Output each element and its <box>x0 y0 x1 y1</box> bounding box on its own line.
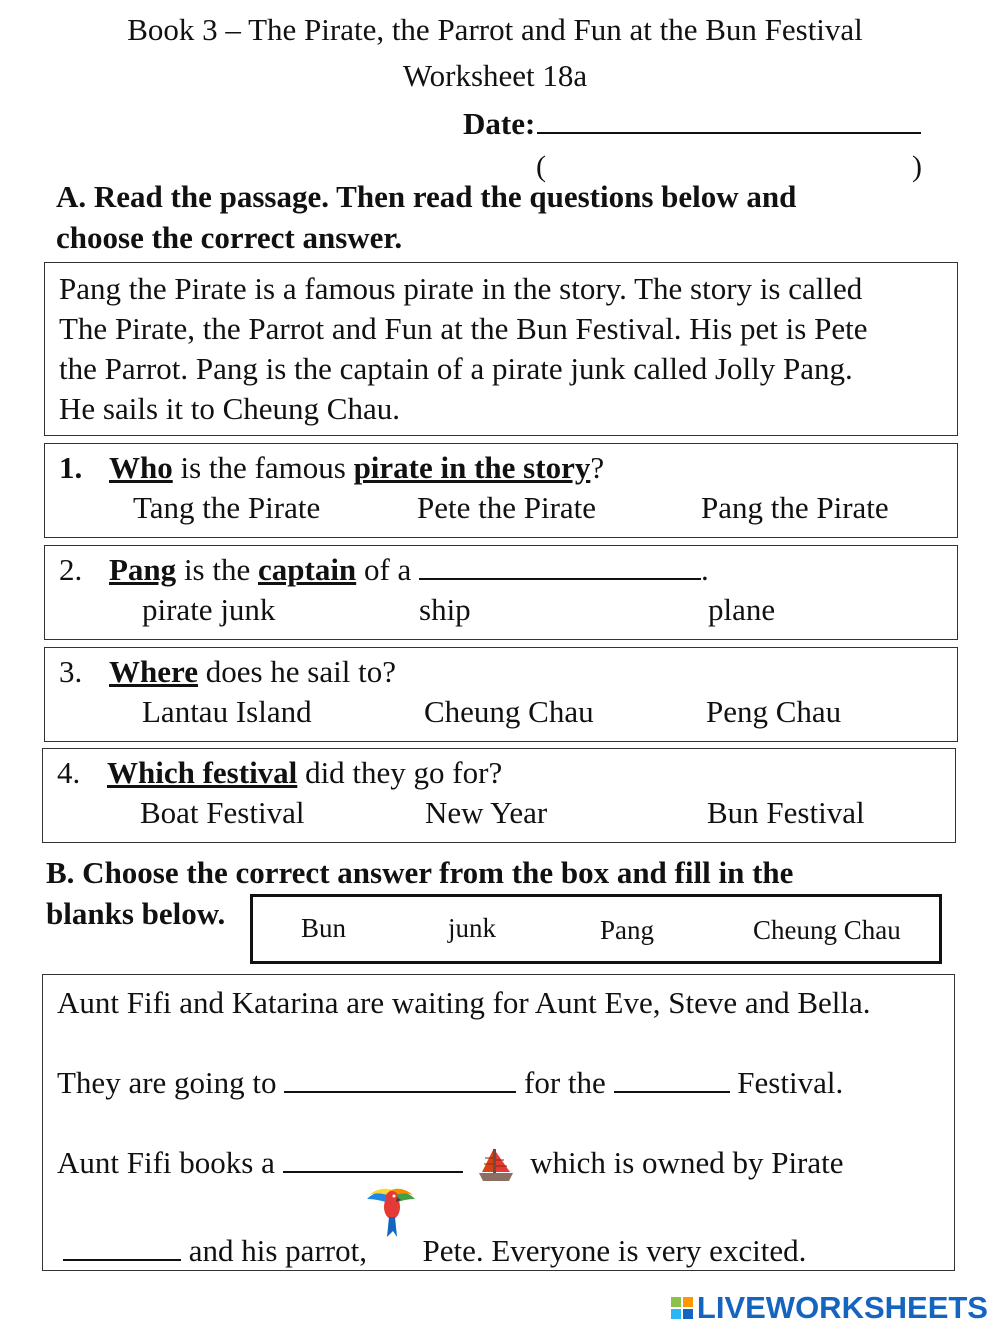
passage-line: the Parrot. Pang is the captain of a pirate junk called Jolly Pang. <box>59 351 853 386</box>
word-bank <box>250 894 942 964</box>
question-keyword: Which festival <box>107 755 298 790</box>
fill-text: and his parrot, <box>188 1233 367 1268</box>
question-text: did they go for? <box>297 755 503 790</box>
date-blank[interactable] <box>537 104 921 134</box>
fill-text: which is owned by Pirate <box>530 1145 844 1180</box>
question-number: 2. <box>59 552 83 587</box>
answer-option[interactable]: Peng Chau <box>706 694 842 729</box>
passage-box <box>44 262 958 436</box>
answer-option[interactable]: Tang the Pirate <box>133 490 321 525</box>
worksheet-subtitle: Worksheet 18a <box>402 58 588 93</box>
fill-blank[interactable] <box>614 1067 730 1093</box>
answer-option[interactable]: Bun Festival <box>707 795 865 830</box>
question-text: is the famous <box>172 450 354 485</box>
question-text: is the <box>176 552 258 587</box>
question-number: 3. <box>59 654 83 689</box>
fill-in-box <box>42 974 955 1271</box>
word-bank-item[interactable]: junk <box>448 913 497 943</box>
word-bank-item[interactable]: Pang <box>600 915 654 945</box>
question-number: 4. <box>57 755 81 790</box>
question-keyword: Who <box>109 450 173 485</box>
answer-option[interactable]: ship <box>419 592 471 627</box>
logo-text: LIVEWORKSHEETS <box>696 1290 988 1325</box>
fill-text: Aunt Fifi books a <box>57 1145 275 1180</box>
question-text: . <box>701 552 709 587</box>
question-4 <box>42 748 956 843</box>
junk-boat-icon <box>476 1148 516 1184</box>
paren-close: ) <box>912 150 922 183</box>
question-3 <box>44 647 958 742</box>
question-number: 1. <box>59 450 83 485</box>
fill-line-1: Aunt Fifi and Katarina are waiting for Aunt Eve, Steve and Bella. <box>57 985 871 1020</box>
fill-blank[interactable] <box>63 1235 181 1261</box>
question-2 <box>44 545 958 640</box>
answer-option[interactable]: New Year <box>425 795 548 830</box>
answer-option[interactable]: Boat Festival <box>140 795 305 830</box>
fill-blank[interactable] <box>284 1067 516 1093</box>
date-field <box>463 104 921 142</box>
fill-text: for the <box>524 1065 606 1100</box>
question-keyword: Where <box>109 654 198 689</box>
instruction-line: B. Choose the correct answer from the box and fill in the <box>46 855 794 890</box>
fill-line-2 <box>57 1065 843 1101</box>
answer-option[interactable]: Pete the Pirate <box>417 490 597 525</box>
instruction-line: blanks below. <box>46 896 226 931</box>
liveworksheets-logo <box>671 1290 988 1326</box>
answer-option[interactable]: plane <box>708 592 776 627</box>
fill-blank[interactable] <box>283 1147 463 1173</box>
worksheet-title: Book 3 – The Pirate, the Parrot and Fun at the Bun Festival <box>127 12 863 47</box>
question-keyword: Pang <box>109 552 177 587</box>
answer-option[interactable]: Cheung Chau <box>424 694 594 729</box>
fill-text: They are going to <box>57 1065 277 1100</box>
question-text: of a <box>356 552 420 587</box>
word-bank-item[interactable]: Bun <box>301 913 347 943</box>
parrot-icon <box>375 1225 415 1261</box>
fill-line-4 <box>63 1225 806 1269</box>
instruction-line: A. Read the passage. Then read the questions below and <box>56 179 797 214</box>
fill-text: Festival. <box>737 1065 844 1100</box>
section-a-instruction <box>56 176 796 258</box>
fill-line-3 <box>57 1145 844 1184</box>
passage-line: The Pirate, the Parrot and Fun at the Bun Festival. His pet is Pete <box>59 311 868 346</box>
question-text: does he sail to? <box>197 654 396 689</box>
answer-blank[interactable] <box>419 554 701 580</box>
date-label: Date: <box>463 106 536 141</box>
word-bank-item[interactable]: Cheung Chau <box>753 915 901 945</box>
passage-line: Pang the Pirate is a famous pirate in the story. The story is called <box>59 271 863 306</box>
question-1 <box>44 443 958 538</box>
answer-option[interactable]: pirate junk <box>142 592 276 627</box>
paren-open: ( <box>536 150 546 183</box>
passage-line: He sails it to Cheung Chau. <box>59 391 400 426</box>
fill-text: Pete. Everyone is very excited. <box>422 1233 807 1268</box>
question-text: ? <box>590 450 605 485</box>
answer-option[interactable]: Lantau Island <box>142 694 312 729</box>
question-keyword: pirate in the story <box>353 450 591 485</box>
instruction-line: choose the correct answer. <box>56 220 403 255</box>
question-keyword: captain <box>258 552 357 587</box>
answer-option[interactable]: Pang the Pirate <box>701 490 889 525</box>
logo-mark-icon <box>671 1297 693 1319</box>
